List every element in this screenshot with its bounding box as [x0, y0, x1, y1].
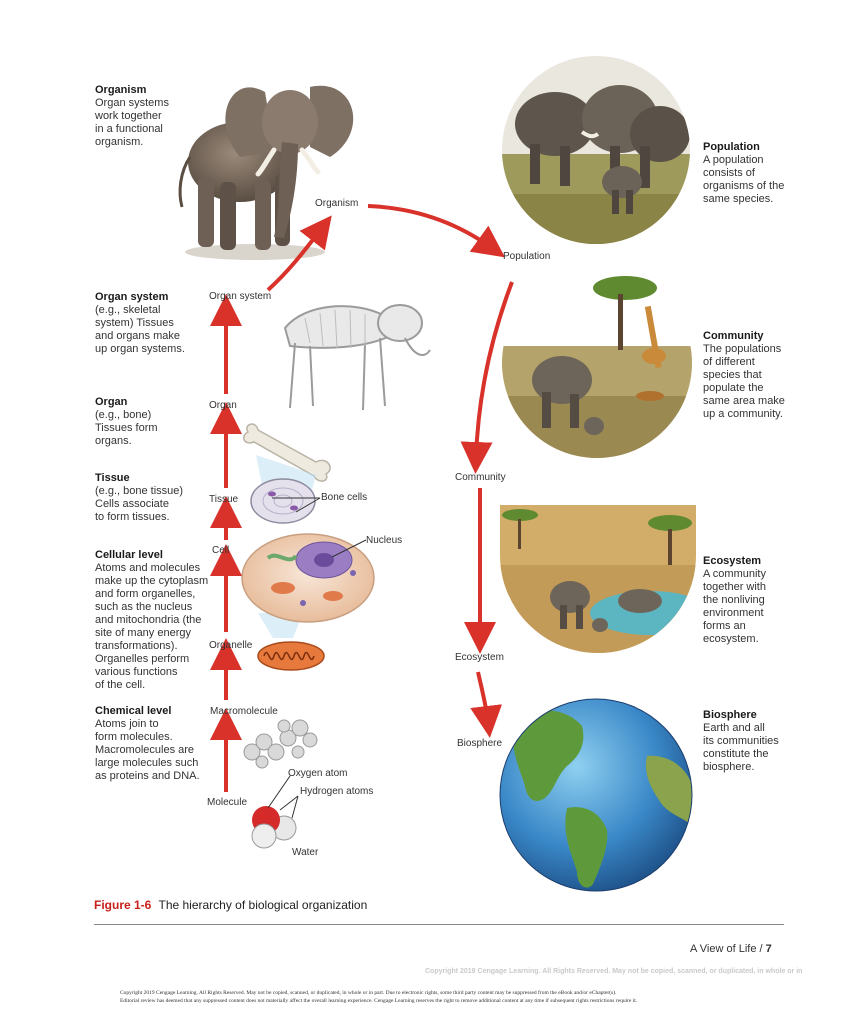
- label-tissue: Tissue: [209, 494, 239, 505]
- page-number: 7: [765, 943, 772, 955]
- arrow-organ-system-to-organism: [268, 228, 322, 290]
- arrow-organism-to-population: [368, 206, 492, 248]
- ecosystem-title: Ecosystem: [703, 555, 762, 567]
- tissue-text: (e.g., bone tissue) Cells associate to form tissues.: [95, 485, 184, 523]
- running-title: A View of Life: [690, 943, 757, 955]
- figure-title: The hierarchy of biological organization: [158, 898, 368, 912]
- label-cell: Cell: [212, 545, 230, 556]
- arrow-ecosystem-to-biosphere: [478, 672, 488, 722]
- population-title: Population: [703, 141, 760, 153]
- running-footer: [690, 943, 772, 955]
- copyright-line-2: Editorial review has deemed that any suppressed content does not materially affect the overall learning experience. Cengage Learning reserves the right to remove additional content at any time if subsequent rights restrictions require it.: [120, 998, 638, 1004]
- label-organ-system: Organ system: [209, 291, 272, 302]
- organism-title: Organism: [95, 84, 147, 96]
- organism-text: Organ systems work together in a functional organism.: [95, 97, 169, 148]
- label-population: Population: [503, 251, 551, 262]
- caption-rule: [94, 924, 784, 925]
- organ-system-title: Organ system: [95, 291, 169, 303]
- label-organism: Organism: [315, 198, 359, 209]
- community-title: Community: [703, 330, 764, 342]
- biosphere-title: Biosphere: [703, 709, 757, 721]
- label-oxygen-atom: Oxygen atom: [288, 768, 348, 779]
- community-text: The populations of different species that populate the same area make up a community.: [703, 343, 785, 420]
- arrow-population-to-community: [476, 282, 512, 458]
- label-hydrogen-atoms: Hydrogen atoms: [300, 786, 374, 797]
- label-community: Community: [455, 472, 506, 483]
- label-nucleus: Nucleus: [366, 535, 403, 546]
- organ-title: Organ: [95, 396, 128, 408]
- copyright-watermark: Copyright 2019 Cengage Learning. All Rights Reserved. May not be copied, scanned, or duplicated, in whole or in: [425, 968, 803, 975]
- label-organelle: Organelle: [209, 640, 253, 651]
- label-macromolecule: Macromolecule: [210, 706, 278, 717]
- tissue-title: Tissue: [95, 472, 130, 484]
- population-text: A population consists of organisms of the same species.: [703, 154, 785, 205]
- chemical-level-title: Chemical level: [95, 705, 172, 717]
- ecosystem-text: A community together with the nonliving environment forms an ecosystem.: [703, 568, 766, 645]
- organ-text: (e.g., bone) Tissues form organs.: [95, 409, 158, 447]
- label-organ: Organ: [209, 400, 237, 411]
- biosphere-text: Earth and all its communities constitute the biosphere.: [703, 722, 779, 773]
- cellular-level-text: Atoms and molecules make up the cytoplasm and form organelles, such as the nucleus and mitochondria (the site of many energy transformations). Organelles perform various functions of the cell.: [95, 562, 209, 691]
- organ-system-text: (e.g., skeletal system) Tissues and organs make up organ systems.: [95, 304, 185, 355]
- figure-caption: [94, 898, 367, 912]
- label-molecule: Molecule: [207, 797, 248, 808]
- label-ecosystem: Ecosystem: [455, 652, 504, 663]
- figure-number: Figure 1-6: [94, 898, 152, 912]
- footer-separator: /: [759, 943, 763, 955]
- copyright-line-1: Copyright 2019 Cengage Learning. All Rights Reserved. May not be copied, scanned, or duplicated, in whole or in part. Due to electronic rights, some third party content may be suppressed from the eBook and/or eChapter(s).: [120, 990, 617, 996]
- cellular-level-title: Cellular level: [95, 549, 163, 561]
- label-bone-cells: Bone cells: [321, 492, 368, 503]
- label-water: Water: [292, 847, 319, 858]
- chemical-level-text: Atoms join to form molecules. Macromolecules are large molecules such as proteins and DNA.: [95, 718, 200, 782]
- label-biosphere: Biosphere: [457, 738, 503, 749]
